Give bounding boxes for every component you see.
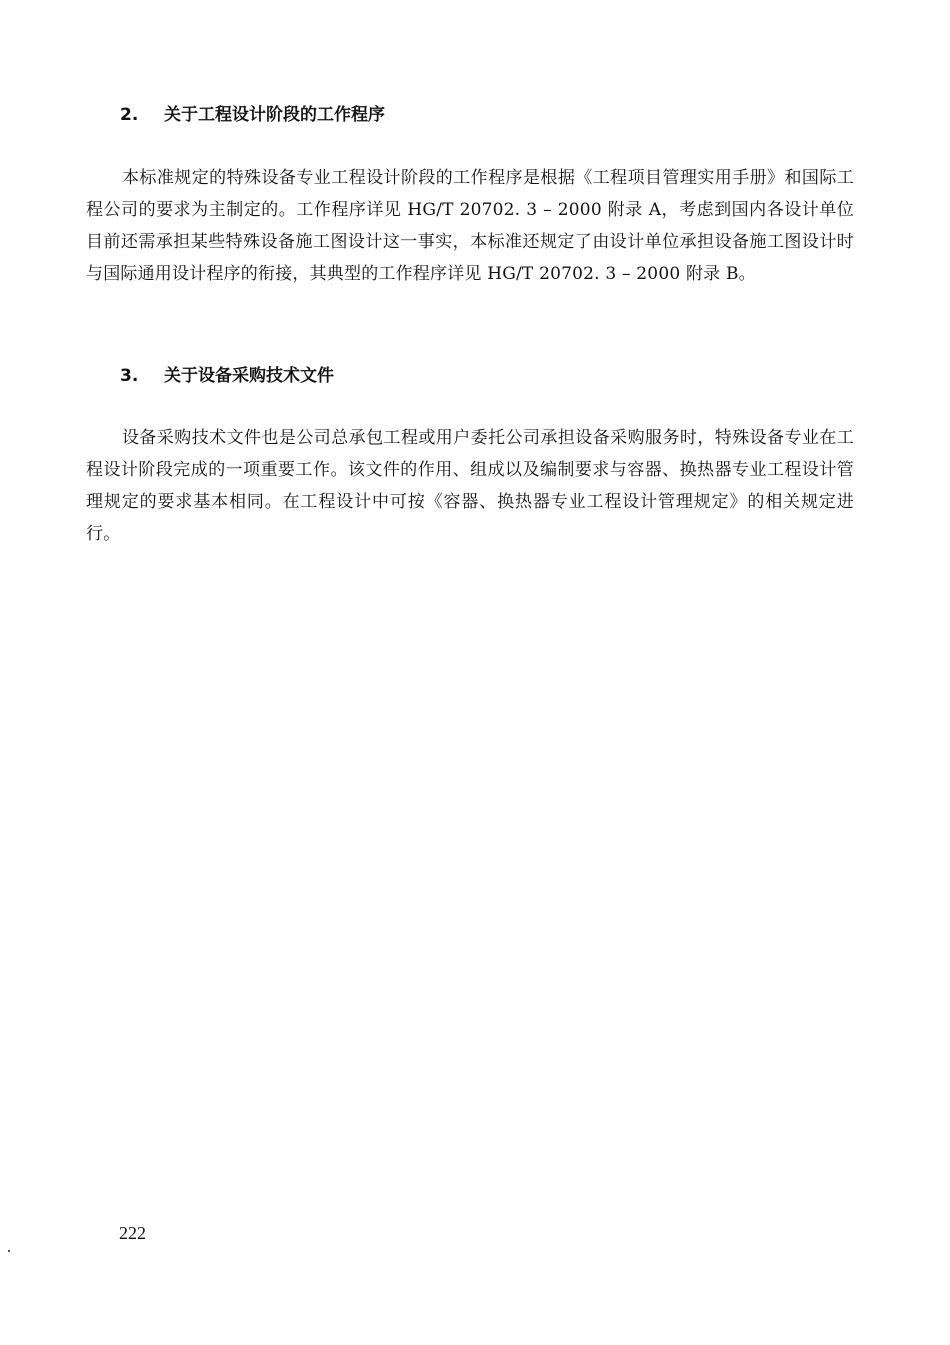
section-3-heading — [120, 365, 334, 387]
section-2-title: 关于工程设计阶段的工作程序 — [164, 105, 385, 125]
section-2-number: 2. — [120, 105, 139, 125]
section-3-number: 3. — [120, 366, 139, 386]
page-number: 222 — [119, 1223, 146, 1243]
section-3-paragraph: 设备采购技术文件也是公司总承包工程或用户委托公司承担设备采购服务时，特殊设备专业在工程设计阶段完成的一项重要工作。该文件的作用、组成以及编制要求与容器、换热器专业工程设计管理规定的要求基本相同。在工程设计中可按《容器、换热器专业工程设计管理规定》的相关规定进行。 — [86, 428, 854, 544]
scan-speck — [8, 1250, 10, 1252]
section-2-paragraph: 本标准规定的特殊设备专业工程设计阶段的工作程序是根据《工程项目管理实用手册》和国际工程公司的要求为主制定的。工作程序详见 HG/T 20702. 3 – 2000 附录 A，考虑到国内各设计单位目前还需承担某些特殊设备施工图设计这一事实，本标准还规定了由设计单位承担设备施工图设计时与国际通用设计程序的衔接，其典型的工作程序详见 HG/T 20702. 3 – 2000 附录 B。 — [86, 168, 854, 284]
section-2-heading — [120, 104, 385, 126]
section-3-title: 关于设备采购技术文件 — [164, 366, 334, 386]
